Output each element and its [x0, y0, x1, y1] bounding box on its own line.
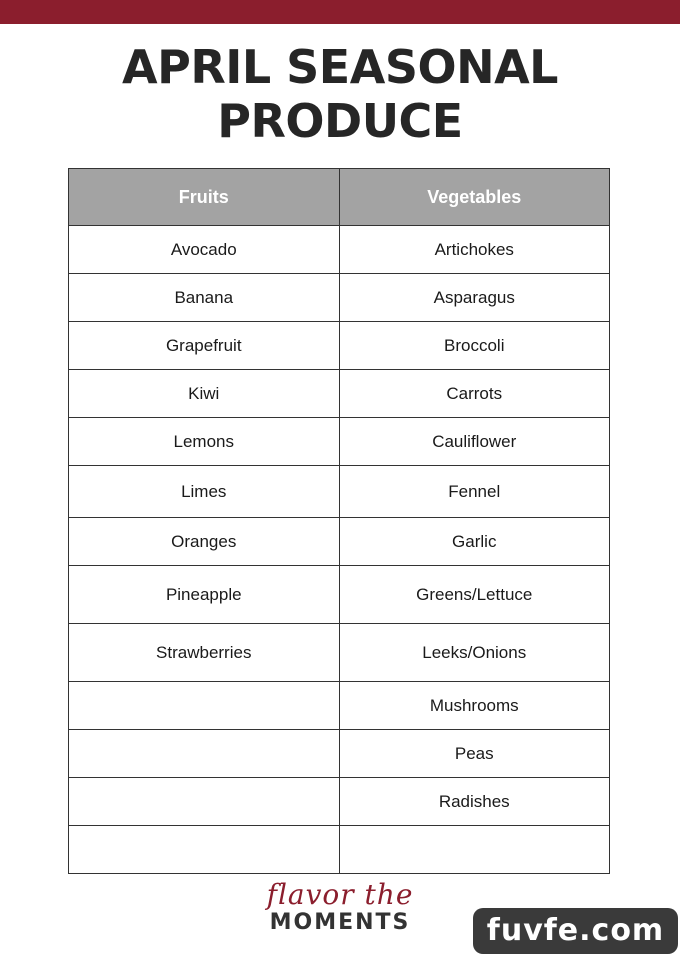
fruit-cell: Pineapple — [69, 566, 340, 624]
table-body — [69, 226, 610, 874]
fruit-cell: Oranges — [69, 518, 340, 566]
table-row — [69, 730, 610, 778]
table-header-row — [69, 169, 610, 226]
vegetable-cell: Broccoli — [339, 322, 610, 370]
vegetable-cell: Asparagus — [339, 274, 610, 322]
vegetable-cell: Artichokes — [339, 226, 610, 274]
table-row — [69, 466, 610, 518]
fruit-cell: Strawberries — [69, 624, 340, 682]
fruit-cell: Lemons — [69, 418, 340, 466]
vegetable-cell: Garlic — [339, 518, 610, 566]
table-row — [69, 274, 610, 322]
brand-logo — [240, 880, 440, 936]
fruit-cell — [69, 778, 340, 826]
table-row — [69, 566, 610, 624]
table-row — [69, 418, 610, 466]
table-row — [69, 682, 610, 730]
logo-wordmark: MOMENTS — [269, 910, 411, 935]
produce-table — [68, 168, 610, 874]
vegetable-cell: Cauliflower — [339, 418, 610, 466]
title-line-1: APRIL SEASONAL — [122, 40, 558, 94]
vegetable-cell — [339, 826, 610, 874]
vegetable-cell: Peas — [339, 730, 610, 778]
fruit-cell — [69, 826, 340, 874]
vegetable-cell: Leeks/Onions — [339, 624, 610, 682]
fruit-cell: Grapefruit — [69, 322, 340, 370]
fruit-cell: Banana — [69, 274, 340, 322]
vegetable-cell: Radishes — [339, 778, 610, 826]
table-row — [69, 370, 610, 418]
title-line-2: PRODUCE — [217, 94, 463, 148]
fruit-cell: Limes — [69, 466, 340, 518]
fruit-cell: Kiwi — [69, 370, 340, 418]
header-fruits: Fruits — [69, 169, 340, 226]
fruit-cell: Avocado — [69, 226, 340, 274]
watermark-badge: fuvfe.com — [473, 908, 678, 954]
vegetable-cell: Fennel — [339, 466, 610, 518]
table-row — [69, 518, 610, 566]
table-row — [69, 778, 610, 826]
fruit-cell — [69, 730, 340, 778]
table-row — [69, 624, 610, 682]
top-bar — [0, 0, 680, 24]
header-vegetables: Vegetables — [339, 169, 610, 226]
table-row — [69, 322, 610, 370]
page-title — [0, 40, 680, 148]
logo-script-text: flavor the — [266, 878, 414, 911]
fruit-cell — [69, 682, 340, 730]
table-row — [69, 226, 610, 274]
vegetable-cell: Greens/Lettuce — [339, 566, 610, 624]
vegetable-cell: Carrots — [339, 370, 610, 418]
vegetable-cell: Mushrooms — [339, 682, 610, 730]
table-row — [69, 826, 610, 874]
